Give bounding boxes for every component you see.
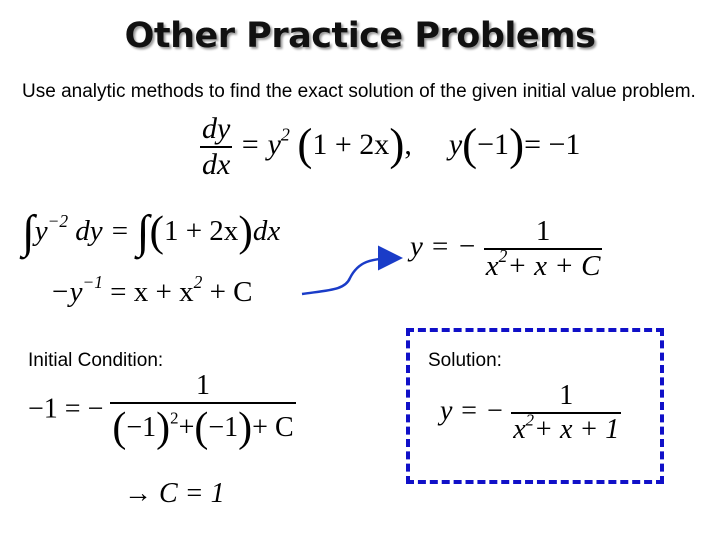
ode-rhs-factor: 1 + 2x [312, 127, 390, 161]
c-value-text: C = 1 [159, 478, 225, 509]
solution-label: Solution: [428, 350, 502, 371]
integral-right-factor: 1 + 2x [163, 215, 239, 248]
ic-den-plus: + [178, 411, 195, 443]
integrated-rhs-exponent: 2 [193, 271, 203, 292]
integral-left-exponent: −2 [47, 211, 69, 231]
integral-left-integrand: y [34, 215, 48, 248]
condition-function: y [448, 127, 463, 161]
condition-value: = −1 [524, 127, 581, 161]
ic-den-a: −1 [126, 411, 157, 443]
c-value [124, 478, 225, 510]
final-solution-numerator: 1 [559, 380, 574, 411]
general-den-x: x [485, 250, 499, 282]
ode-equation: $\frac{dy}{dx}$ = $y^2$ (1 + 2x), y(−1)= −1 [202, 112, 581, 181]
ic-den-exponent: 2 [170, 408, 179, 428]
general-den-tail: + x + C [507, 250, 601, 282]
integrated-left-exponent: −1 [82, 271, 103, 292]
ic-den-b: −1 [208, 411, 239, 443]
ic-denominator: $(-1)^2+(-1)+ C$ [112, 405, 294, 451]
ode-rhs-left: = y [239, 127, 281, 161]
integrated-left: −y [50, 276, 83, 308]
integral-left-differential: dy = [75, 215, 130, 248]
ic-lhs: −1 = − [28, 393, 104, 425]
integrated-rhs: = x + x [110, 276, 194, 308]
general-den-exponent: 2 [498, 245, 508, 266]
final-solution-fraction [511, 380, 621, 446]
integral-sign: ∫ [136, 207, 150, 258]
initial-condition-label: Initial Condition: [28, 350, 164, 371]
ic-numerator: 1 [196, 370, 210, 401]
general-solution-numerator: 1 [535, 215, 551, 247]
ode-rhs-exponent: 2 [280, 124, 290, 145]
ic-den-tail: + C [252, 411, 294, 443]
final-den-exponent: 2 [525, 410, 535, 430]
general-solution-lhs: y = − [410, 230, 477, 263]
integral-equation: $\int y^{-2}$ dy = ∫(1 + 2x)dx [22, 207, 281, 258]
final-den-x: x [513, 414, 526, 445]
final-solution [440, 380, 621, 446]
slide-title: Other Practice Problems [124, 16, 596, 56]
condition-argument: −1 [477, 127, 510, 161]
ode-denominator: dx [202, 148, 231, 181]
ode-comma: , [404, 127, 412, 161]
implies-arrow: → [124, 478, 152, 509]
initial-condition-equation [28, 370, 296, 452]
final-den-tail: + x + 1 [534, 414, 620, 445]
ode-numerator: dy [202, 112, 231, 145]
ic-fraction [110, 370, 295, 452]
problem-prompt: Use analytic methods to find the exact solution of the given initial value problem. [22, 81, 696, 102]
final-solution-lhs: y = − [440, 395, 505, 427]
integral-sign: ∫ [22, 207, 35, 258]
final-solution-denominator [511, 410, 621, 446]
integrated-rhs-tail: + C [209, 276, 253, 308]
integral-right-differential: dx [252, 215, 281, 248]
